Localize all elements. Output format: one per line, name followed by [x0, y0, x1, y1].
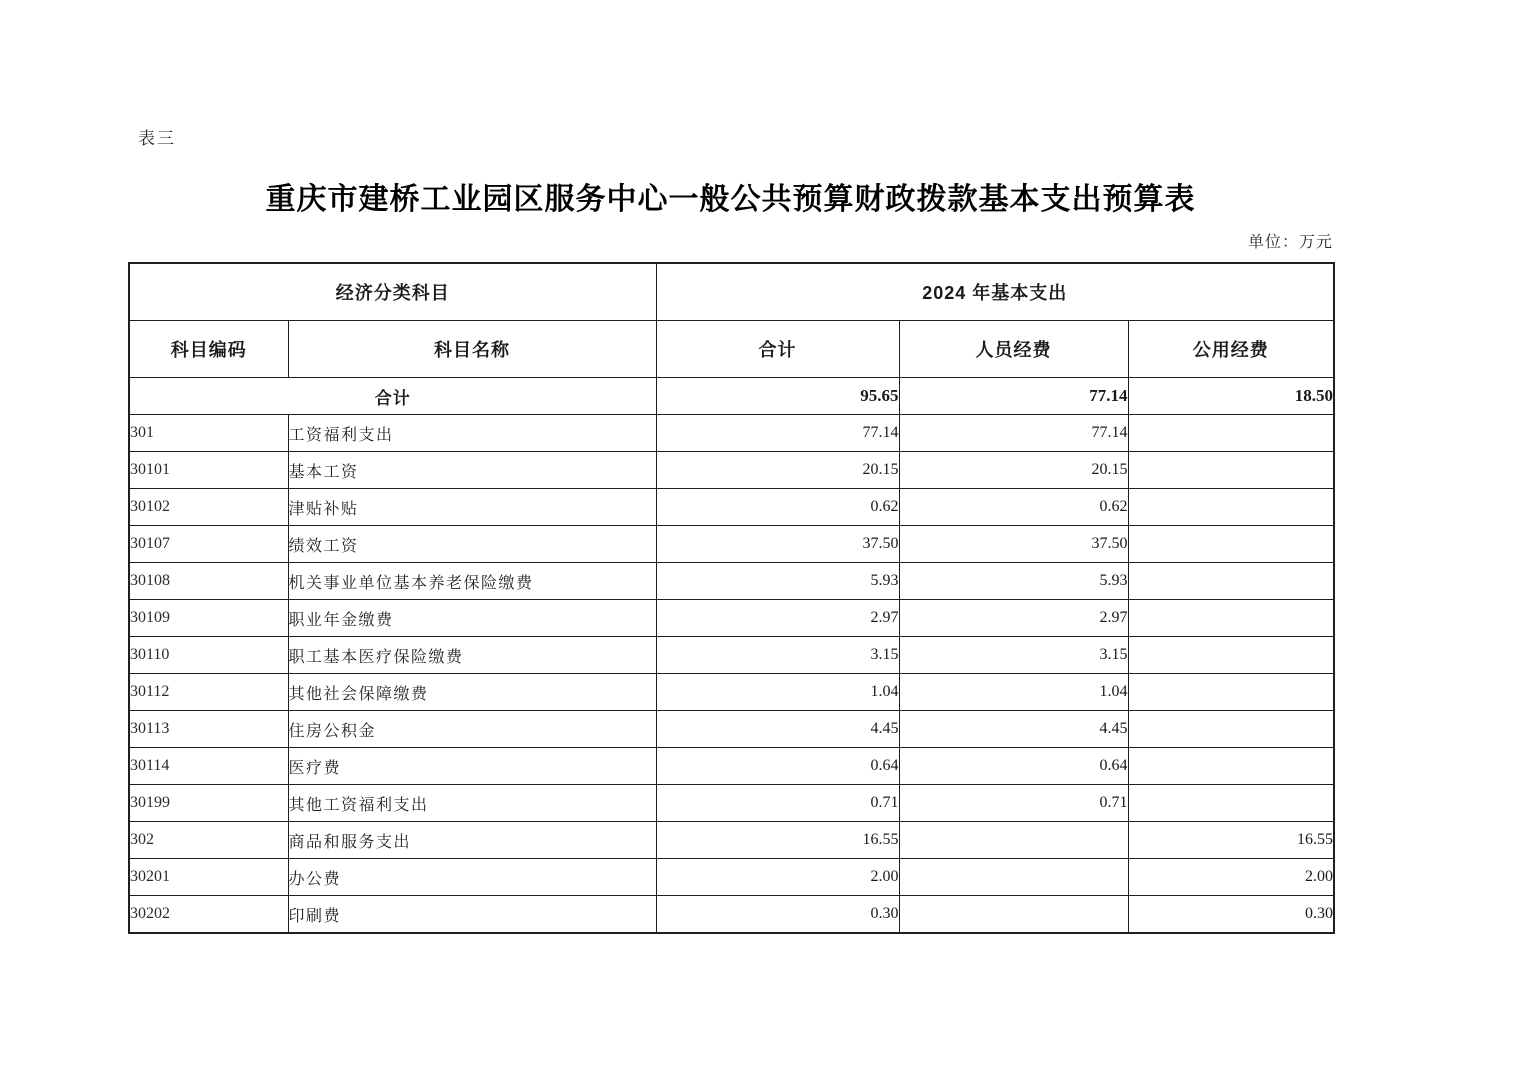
- table-row: [129, 563, 1334, 600]
- table-sequence-label: 表三: [138, 129, 176, 148]
- amount-public-cell: [1128, 489, 1334, 526]
- total-row-label: 合计: [129, 378, 656, 415]
- subject-code-cell: 30199: [129, 785, 288, 822]
- header-economic-classification: 经济分类科目: [129, 263, 656, 321]
- amount-personnel-cell: 1.04: [899, 674, 1128, 711]
- amount-public-cell: [1128, 600, 1334, 637]
- column-header-public-funds: 公用经费: [1128, 321, 1334, 378]
- amount-personnel-cell: 5.93: [899, 563, 1128, 600]
- subject-name-cell: 机关事业单位基本养老保险缴费: [288, 563, 656, 600]
- subject-name-cell: 其他工资福利支出: [288, 785, 656, 822]
- amount-public-cell: 2.00: [1128, 859, 1334, 896]
- subject-name-cell: 基本工资: [288, 452, 656, 489]
- subject-name-cell: 办公费: [288, 859, 656, 896]
- amount-personnel-cell: [899, 822, 1128, 859]
- subject-code-cell: 30114: [129, 748, 288, 785]
- subject-name-cell: 商品和服务支出: [288, 822, 656, 859]
- subject-code-cell: 30101: [129, 452, 288, 489]
- amount-total-cell: 37.50: [656, 526, 899, 563]
- amount-public-cell: [1128, 748, 1334, 785]
- total-row-public-amount: 18.50: [1128, 378, 1334, 415]
- subject-name-cell: 住房公积金: [288, 711, 656, 748]
- table-row: [129, 896, 1334, 934]
- amount-total-cell: 1.04: [656, 674, 899, 711]
- column-header-subject-name: 科目名称: [288, 321, 656, 378]
- total-row-total-amount: 95.65: [656, 378, 899, 415]
- amount-total-cell: 77.14: [656, 415, 899, 452]
- column-header-subject-code: 科目编码: [129, 321, 288, 378]
- amount-total-cell: 16.55: [656, 822, 899, 859]
- subject-name-cell: 绩效工资: [288, 526, 656, 563]
- table-row: [129, 452, 1334, 489]
- amount-personnel-cell: 77.14: [899, 415, 1128, 452]
- subject-name-cell: 职工基本医疗保险缴费: [288, 637, 656, 674]
- subject-code-cell: 30108: [129, 563, 288, 600]
- amount-personnel-cell: [899, 896, 1128, 934]
- amount-total-cell: 0.62: [656, 489, 899, 526]
- subject-name-cell: 其他社会保障缴费: [288, 674, 656, 711]
- total-row: [129, 378, 1334, 415]
- subject-name-cell: 津贴补贴: [288, 489, 656, 526]
- subject-name-cell: 职业年金缴费: [288, 600, 656, 637]
- total-row-personnel-amount: 77.14: [899, 378, 1128, 415]
- amount-public-cell: [1128, 415, 1334, 452]
- amount-public-cell: [1128, 711, 1334, 748]
- amount-total-cell: 2.97: [656, 600, 899, 637]
- table-row: [129, 822, 1334, 859]
- table-row: [129, 489, 1334, 526]
- amount-personnel-cell: 20.15: [899, 452, 1128, 489]
- header-group-row: [129, 263, 1334, 321]
- budget-table: [128, 262, 1335, 934]
- subject-code-cell: 302: [129, 822, 288, 859]
- amount-total-cell: 0.64: [656, 748, 899, 785]
- amount-public-cell: 0.30: [1128, 896, 1334, 934]
- subject-name-cell: 印刷费: [288, 896, 656, 934]
- subject-code-cell: 30112: [129, 674, 288, 711]
- amount-personnel-cell: 2.97: [899, 600, 1128, 637]
- header-columns-row: [129, 321, 1334, 378]
- amount-public-cell: [1128, 785, 1334, 822]
- amount-total-cell: 3.15: [656, 637, 899, 674]
- amount-total-cell: 0.30: [656, 896, 899, 934]
- subject-code-cell: 30110: [129, 637, 288, 674]
- subject-code-cell: 30202: [129, 896, 288, 934]
- amount-personnel-cell: 0.64: [899, 748, 1128, 785]
- amount-personnel-cell: 0.62: [899, 489, 1128, 526]
- table-row: [129, 748, 1334, 785]
- subject-code-cell: 30113: [129, 711, 288, 748]
- amount-total-cell: 5.93: [656, 563, 899, 600]
- table-row: [129, 785, 1334, 822]
- column-header-total: 合计: [656, 321, 899, 378]
- amount-public-cell: [1128, 526, 1334, 563]
- amount-personnel-cell: [899, 859, 1128, 896]
- subject-code-cell: 301: [129, 415, 288, 452]
- subject-code-cell: 30109: [129, 600, 288, 637]
- page-title: 重庆市建桥工业园区服务中心一般公共预算财政拨款基本支出预算表: [265, 183, 1196, 216]
- subject-code-cell: 30201: [129, 859, 288, 896]
- amount-public-cell: 16.55: [1128, 822, 1334, 859]
- table-row: [129, 600, 1334, 637]
- table-row: [129, 637, 1334, 674]
- amount-total-cell: 0.71: [656, 785, 899, 822]
- amount-public-cell: [1128, 674, 1334, 711]
- table-row: [129, 859, 1334, 896]
- amount-total-cell: 20.15: [656, 452, 899, 489]
- subject-code-cell: 30102: [129, 489, 288, 526]
- table-row: [129, 711, 1334, 748]
- amount-public-cell: [1128, 452, 1334, 489]
- amount-personnel-cell: 37.50: [899, 526, 1128, 563]
- table-row: [129, 526, 1334, 563]
- table-row: [129, 674, 1334, 711]
- amount-total-cell: 4.45: [656, 711, 899, 748]
- amount-public-cell: [1128, 637, 1334, 674]
- unit-note: 单位：万元: [1247, 234, 1333, 251]
- amount-personnel-cell: 3.15: [899, 637, 1128, 674]
- header-2024-basic-expenditure: 2024 年基本支出: [656, 263, 1334, 321]
- subject-code-cell: 30107: [129, 526, 288, 563]
- subject-name-cell: 工资福利支出: [288, 415, 656, 452]
- amount-personnel-cell: 0.71: [899, 785, 1128, 822]
- amount-public-cell: [1128, 563, 1334, 600]
- column-header-personnel-funds: 人员经费: [899, 321, 1128, 378]
- amount-total-cell: 2.00: [656, 859, 899, 896]
- subject-name-cell: 医疗费: [288, 748, 656, 785]
- table-row: [129, 415, 1334, 452]
- amount-personnel-cell: 4.45: [899, 711, 1128, 748]
